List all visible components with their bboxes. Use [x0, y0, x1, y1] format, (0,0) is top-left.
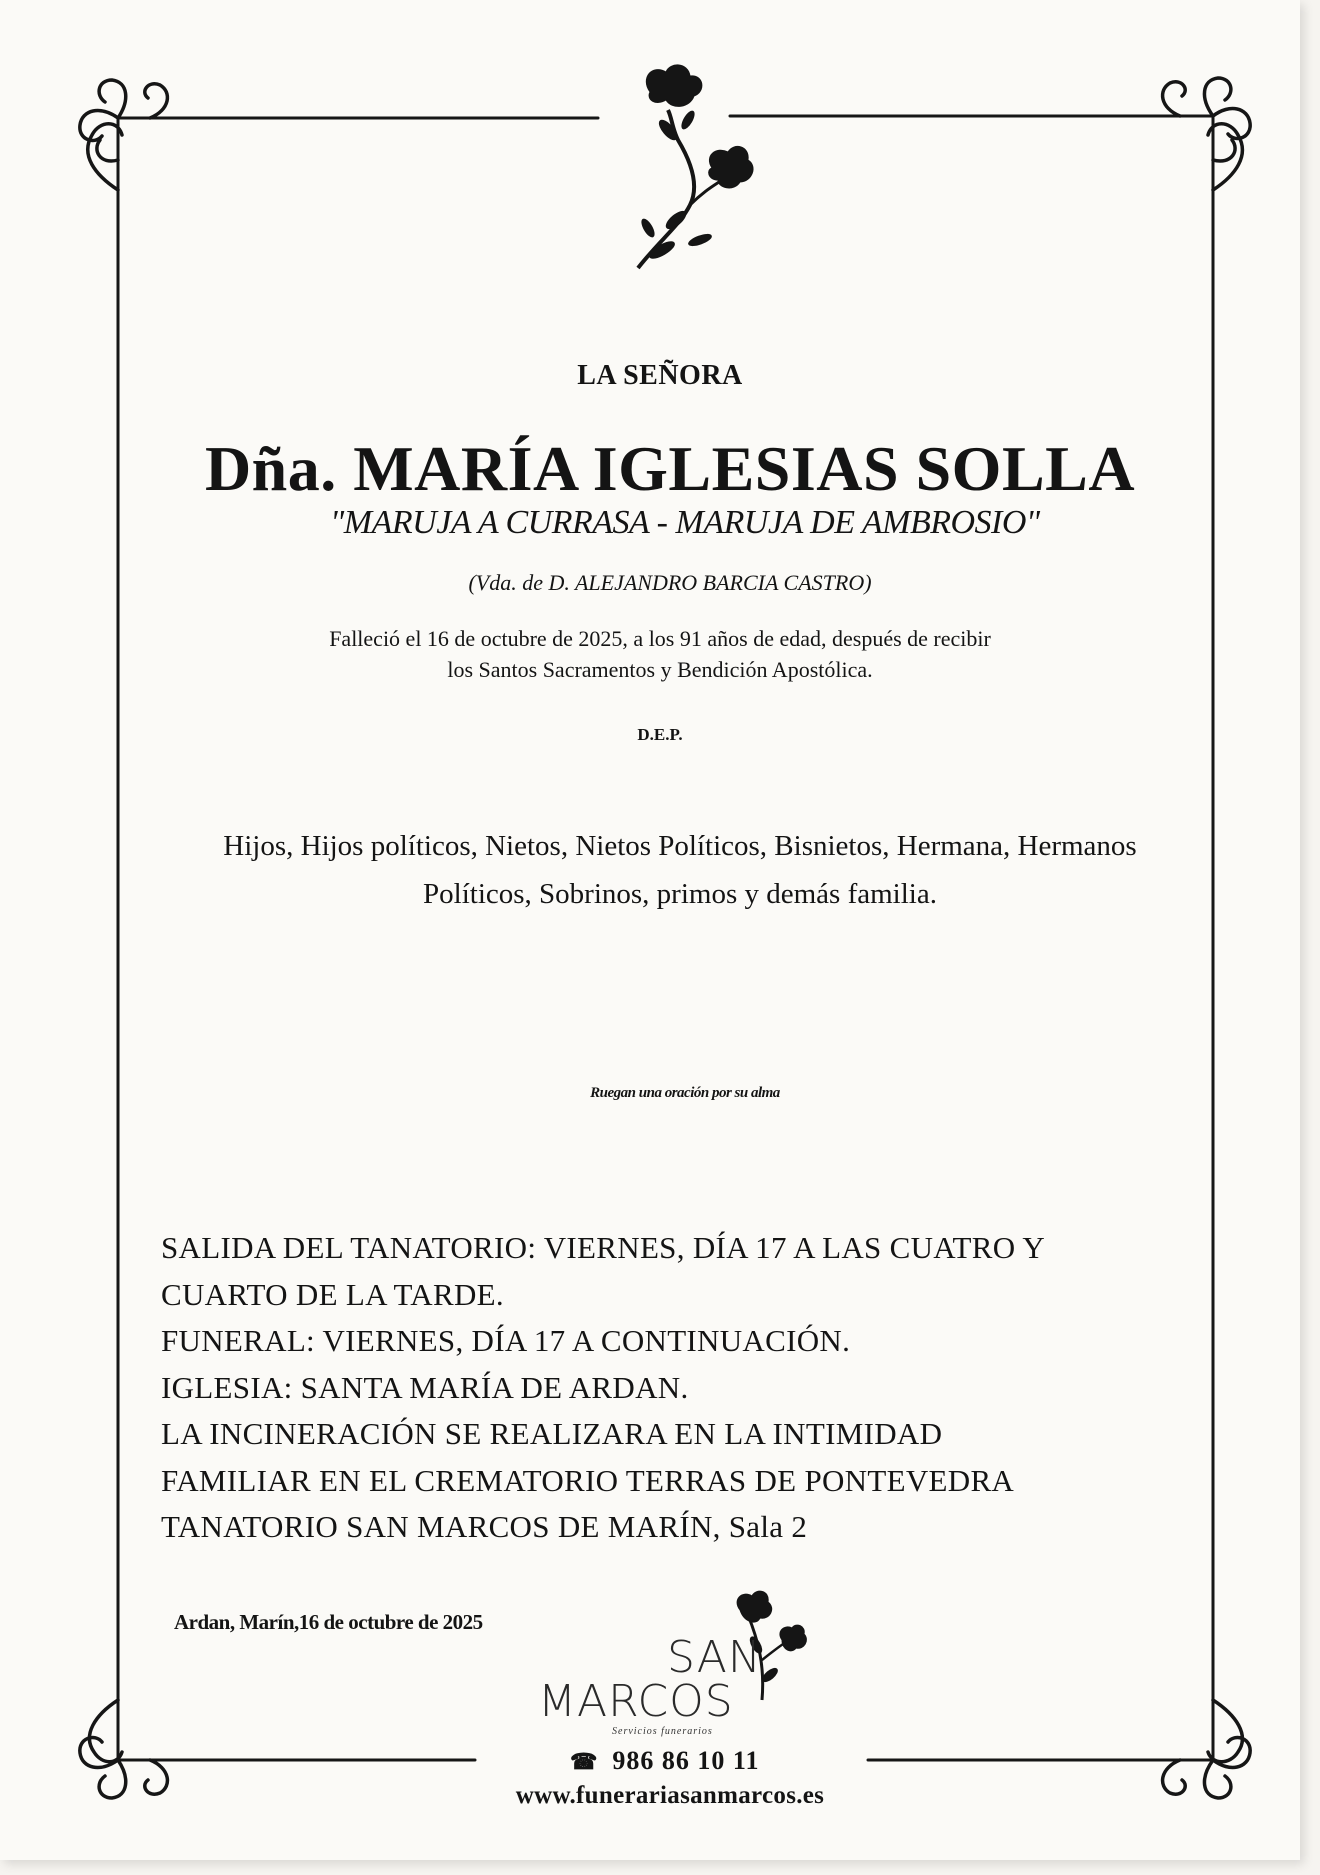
flower-ornament-icon [638, 65, 753, 268]
date-place: Ardan, Marín,16 de octubre de 2025 [174, 1610, 483, 1634]
ceremony-line: SALIDA DEL TANATORIO: VIERNES, DÍA 17 A LAS CUATRO Y [161, 1230, 1046, 1265]
family-line: Hijos, Hijos políticos, Nietos, Nietos Políticos, Bisnietos, Hermana, Hermanos [223, 830, 1137, 862]
corner-flourish-top-left-icon [80, 80, 168, 190]
ceremony-line: LA INCINERACIÓN SE REALIZARA EN LA INTIMIDAD [161, 1416, 943, 1451]
phone-row [570, 1746, 759, 1776]
logo-line-san: SAN [667, 1632, 762, 1683]
ceremony-line: CUARTO DE LA TARDE. [161, 1276, 504, 1312]
ceremony-details [161, 1225, 1221, 1551]
dep-label: D.E.P. [637, 725, 683, 744]
prayer-request: Ruegan una oración por su alma [590, 1085, 780, 1101]
ceremony-line: FUNERAL: VIERNES, DÍA 17 A CONTINUACIÓN. [161, 1323, 851, 1358]
website-link[interactable]: www.funerariasanmarcos.es [515, 1782, 825, 1809]
ceremony-line: IGLESIA: SANTA MARÍA DE ARDAN. [161, 1369, 689, 1405]
phone-number: 986 86 10 11 [612, 1746, 760, 1775]
ceremony-line: TANATORIO SAN MARCOS DE MARÍN, Sala 2 [161, 1509, 808, 1544]
family-list [130, 822, 1230, 918]
logo-tagline: Servicios funerarios [612, 1726, 713, 1737]
ceremony-line: FAMILIAR EN EL CREMATORIO TERRAS DE PONTEVEDRA [161, 1462, 1015, 1498]
header-label: LA SEÑORA [577, 360, 743, 391]
death-notice-line: los Santos Sacramentos y Bendición Apostólica. [447, 657, 873, 682]
death-notice-line: Falleció el 16 de octubre de 2025, a los 91 años de edad, después de recibir [329, 626, 991, 651]
san-marcos-logo [520, 1600, 820, 1740]
family-line: Políticos, Sobrinos, primos y demás familia. [423, 878, 937, 910]
death-notice [180, 623, 1140, 685]
widow-of: (Vda. de D. ALEJANDRO BARCIA CASTRO) [468, 570, 872, 595]
logo-line-marcos: MARCOS [538, 1676, 734, 1727]
deceased-nickname: "MARUJA A CURRASA - MARUJA DE AMBROSIO" [330, 504, 1040, 541]
deceased-name: Dña. MARÍA IGLESIAS SOLLA [204, 433, 1136, 504]
corner-flourish-top-right-icon [1163, 78, 1251, 190]
telephone-icon: ☎ [570, 1749, 599, 1774]
